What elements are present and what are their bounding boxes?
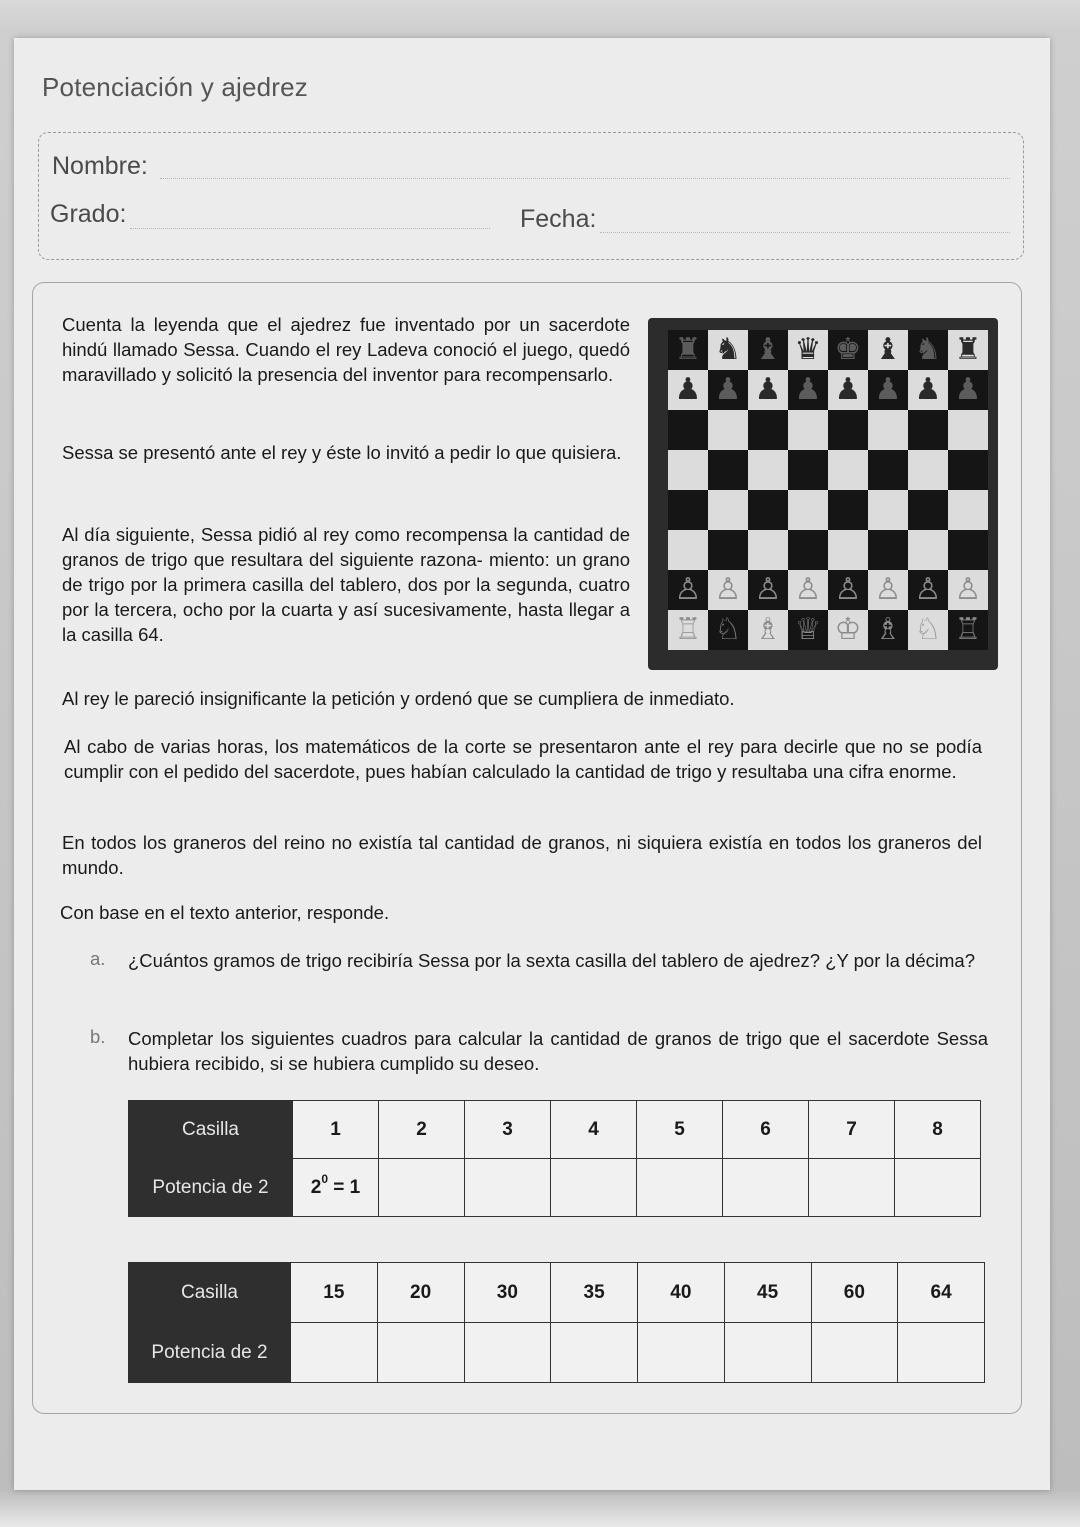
chess-square <box>708 450 748 490</box>
chess-square <box>748 450 788 490</box>
chess-piece-square: ♜ <box>948 330 988 370</box>
chess-square <box>828 410 868 450</box>
chess-piece-square: ♞ <box>908 330 948 370</box>
chess-square <box>668 530 708 570</box>
chess-square <box>748 530 788 570</box>
chess-square <box>868 450 908 490</box>
casilla-cell: 1 <box>293 1101 379 1159</box>
chess-piece-square: ♙ <box>868 570 908 610</box>
page-title: Potenciación y ajedrez <box>42 72 308 102</box>
chess-piece-square: ♟ <box>708 370 748 410</box>
casilla-cell: 15 <box>291 1263 378 1323</box>
story-paragraph-5: Al cabo de varias horas, los matemáticos de la corte se presentaron ante el rey para decirle que no se podía cumplir con el pedido del sacerdote, pues habían calculado la cantidad de trigo y resultaba una cifra enorme. <box>64 736 982 782</box>
chess-piece-square: ♙ <box>828 570 868 610</box>
chess-piece-square: ♙ <box>668 570 708 610</box>
chess-piece-square: ♖ <box>948 610 988 650</box>
power-answer-cell[interactable] <box>637 1159 723 1217</box>
chess-square <box>788 530 828 570</box>
instruction-prompt: Con base en el texto anterior, responde. <box>60 902 390 923</box>
power-answer-cell[interactable] <box>379 1159 465 1217</box>
chess-piece-square: ♔ <box>828 610 868 650</box>
power-answer-cell[interactable] <box>895 1159 981 1217</box>
power-answer-cell[interactable] <box>464 1323 551 1383</box>
chess-piece-square: ♙ <box>948 570 988 610</box>
chess-piece-square: ♟ <box>748 370 788 410</box>
chess-piece-square: ♛ <box>788 330 828 370</box>
chess-square <box>708 410 748 450</box>
chess-square <box>788 490 828 530</box>
chess-piece-square: ♟ <box>908 370 948 410</box>
casilla-cell: 60 <box>811 1263 898 1323</box>
chess-square <box>788 450 828 490</box>
student-info-box <box>38 132 1024 260</box>
power-answer-cell[interactable] <box>638 1323 725 1383</box>
chess-square <box>748 490 788 530</box>
chess-piece-square: ♟ <box>828 370 868 410</box>
casilla-cell: 7 <box>809 1101 895 1159</box>
power-answer-cell[interactable] <box>377 1323 464 1383</box>
story-paragraph-2: Sessa se presentó ante el rey y éste lo invitó a pedir lo que quisiera. <box>62 442 622 463</box>
story-paragraph-3: Al día siguiente, Sessa pidió al rey como recompensa la cantidad de granos de trigo que resultara del siguiente razona- miento: un grano de trigo por la primera casilla del tablero, dos por la segunda, cuatro por la tercera, ocho por la cuarta y así sucesivamente, hasta llegar a la casilla 64. <box>62 524 630 645</box>
chess-piece-square: ♟ <box>868 370 908 410</box>
question-b-text: Completar los siguientes cuadros para calcular la cantidad de granos de trigo que el sacerdote Sessa hubiera recibido, si se hubiera cumplido su deseo. <box>128 1028 988 1074</box>
chess-square <box>908 530 948 570</box>
chess-square <box>748 410 788 450</box>
chess-piece-square: ♘ <box>908 610 948 650</box>
power-answer-cell[interactable] <box>551 1323 638 1383</box>
chess-piece-square: ♟ <box>948 370 988 410</box>
powers-table-2 <box>128 1262 985 1383</box>
fecha-label: Fecha: <box>520 205 597 233</box>
grado-field[interactable] <box>130 228 490 229</box>
story-paragraph-6: En todos los graneros del reino no existía tal cantidad de granos, ni siquiera existía en todos los graneros del mundo. <box>62 832 982 878</box>
question-b-marker: b. <box>90 1026 106 1047</box>
chess-square <box>668 490 708 530</box>
chess-piece-square: ♘ <box>708 610 748 650</box>
potencia-header: Potencia de 2 <box>129 1159 293 1217</box>
casilla-cell: 2 <box>379 1101 465 1159</box>
chess-piece-square: ♙ <box>708 570 748 610</box>
casilla-cell: 5 <box>637 1101 723 1159</box>
casilla-cell: 8 <box>895 1101 981 1159</box>
chess-piece-square: ♙ <box>748 570 788 610</box>
power-answer-cell[interactable] <box>809 1159 895 1217</box>
fecha-field[interactable] <box>600 232 1010 233</box>
chess-square <box>828 490 868 530</box>
power-cell-filled <box>293 1159 379 1217</box>
chess-square <box>868 490 908 530</box>
chess-square <box>708 530 748 570</box>
chess-square <box>908 450 948 490</box>
power-answer-cell[interactable] <box>551 1159 637 1217</box>
power-result: = 1 <box>328 1176 361 1198</box>
casilla-cell: 20 <box>377 1263 464 1323</box>
grado-label: Grado: <box>50 200 127 228</box>
casilla-cell: 6 <box>723 1101 809 1159</box>
chessboard-grid <box>668 330 988 650</box>
chess-piece-square: ♟ <box>788 370 828 410</box>
nombre-field[interactable] <box>160 178 1010 179</box>
chess-square <box>868 530 908 570</box>
chess-square <box>948 410 988 450</box>
chess-piece-square: ♚ <box>828 330 868 370</box>
powers-table-1 <box>128 1100 981 1217</box>
chess-square <box>668 450 708 490</box>
potencia-header: Potencia de 2 <box>129 1323 291 1383</box>
chess-piece-square: ♝ <box>748 330 788 370</box>
story-paragraph-1: Cuenta la leyenda que el ajedrez fue inventado por un sacerdote hindú llamado Sessa. Cuando el rey Ladeva conoció el juego, quedó maravillado y solicitó la presencia del inventor para recompensarlo. <box>62 314 630 385</box>
chess-piece-square: ♟ <box>668 370 708 410</box>
chess-square <box>908 410 948 450</box>
chess-square <box>828 450 868 490</box>
casilla-cell: 4 <box>551 1101 637 1159</box>
power-answer-cell[interactable] <box>723 1159 809 1217</box>
casilla-header: Casilla <box>129 1101 293 1159</box>
casilla-cell: 40 <box>638 1263 725 1323</box>
chess-square <box>708 490 748 530</box>
chess-piece-square: ♗ <box>748 610 788 650</box>
chess-square <box>948 490 988 530</box>
chess-piece-square: ♙ <box>908 570 948 610</box>
chess-piece-square: ♝ <box>868 330 908 370</box>
power-answer-cell[interactable] <box>811 1323 898 1383</box>
chess-square <box>828 530 868 570</box>
casilla-cell: 35 <box>551 1263 638 1323</box>
casilla-cell: 64 <box>898 1263 985 1323</box>
chess-piece-square: ♙ <box>788 570 828 610</box>
chess-piece-square: ♞ <box>708 330 748 370</box>
chess-piece-square: ♜ <box>668 330 708 370</box>
power-answer-cell[interactable] <box>724 1323 811 1383</box>
chess-square <box>868 410 908 450</box>
chess-piece-square: ♖ <box>668 610 708 650</box>
casilla-cell: 3 <box>465 1101 551 1159</box>
chess-square <box>788 410 828 450</box>
casilla-cell: 45 <box>724 1263 811 1323</box>
nombre-label: Nombre: <box>52 152 148 180</box>
chess-piece-square: ♗ <box>868 610 908 650</box>
casilla-cell: 30 <box>464 1263 551 1323</box>
power-answer-cell[interactable] <box>291 1323 378 1383</box>
question-a-marker: a. <box>90 948 106 969</box>
power-answer-cell[interactable] <box>465 1159 551 1217</box>
power-base: 2 <box>310 1176 322 1198</box>
chess-piece-square: ♕ <box>788 610 828 650</box>
chessboard-image <box>648 318 998 670</box>
story-paragraph-4: Al rey le pareció insignificante la petición y ordenó que se cumpliera de inmediato. <box>62 688 735 709</box>
chess-square <box>908 490 948 530</box>
power-answer-cell[interactable] <box>898 1323 985 1383</box>
power-exponent: 0 <box>321 1171 329 1186</box>
casilla-header: Casilla <box>129 1263 291 1323</box>
chess-square <box>948 450 988 490</box>
question-a-text: ¿Cuántos gramos de trigo recibiría Sessa por la sexta casilla del tablero de ajedrez? ¿Y por la décima? <box>128 950 975 971</box>
chess-square <box>948 530 988 570</box>
chess-square <box>668 410 708 450</box>
